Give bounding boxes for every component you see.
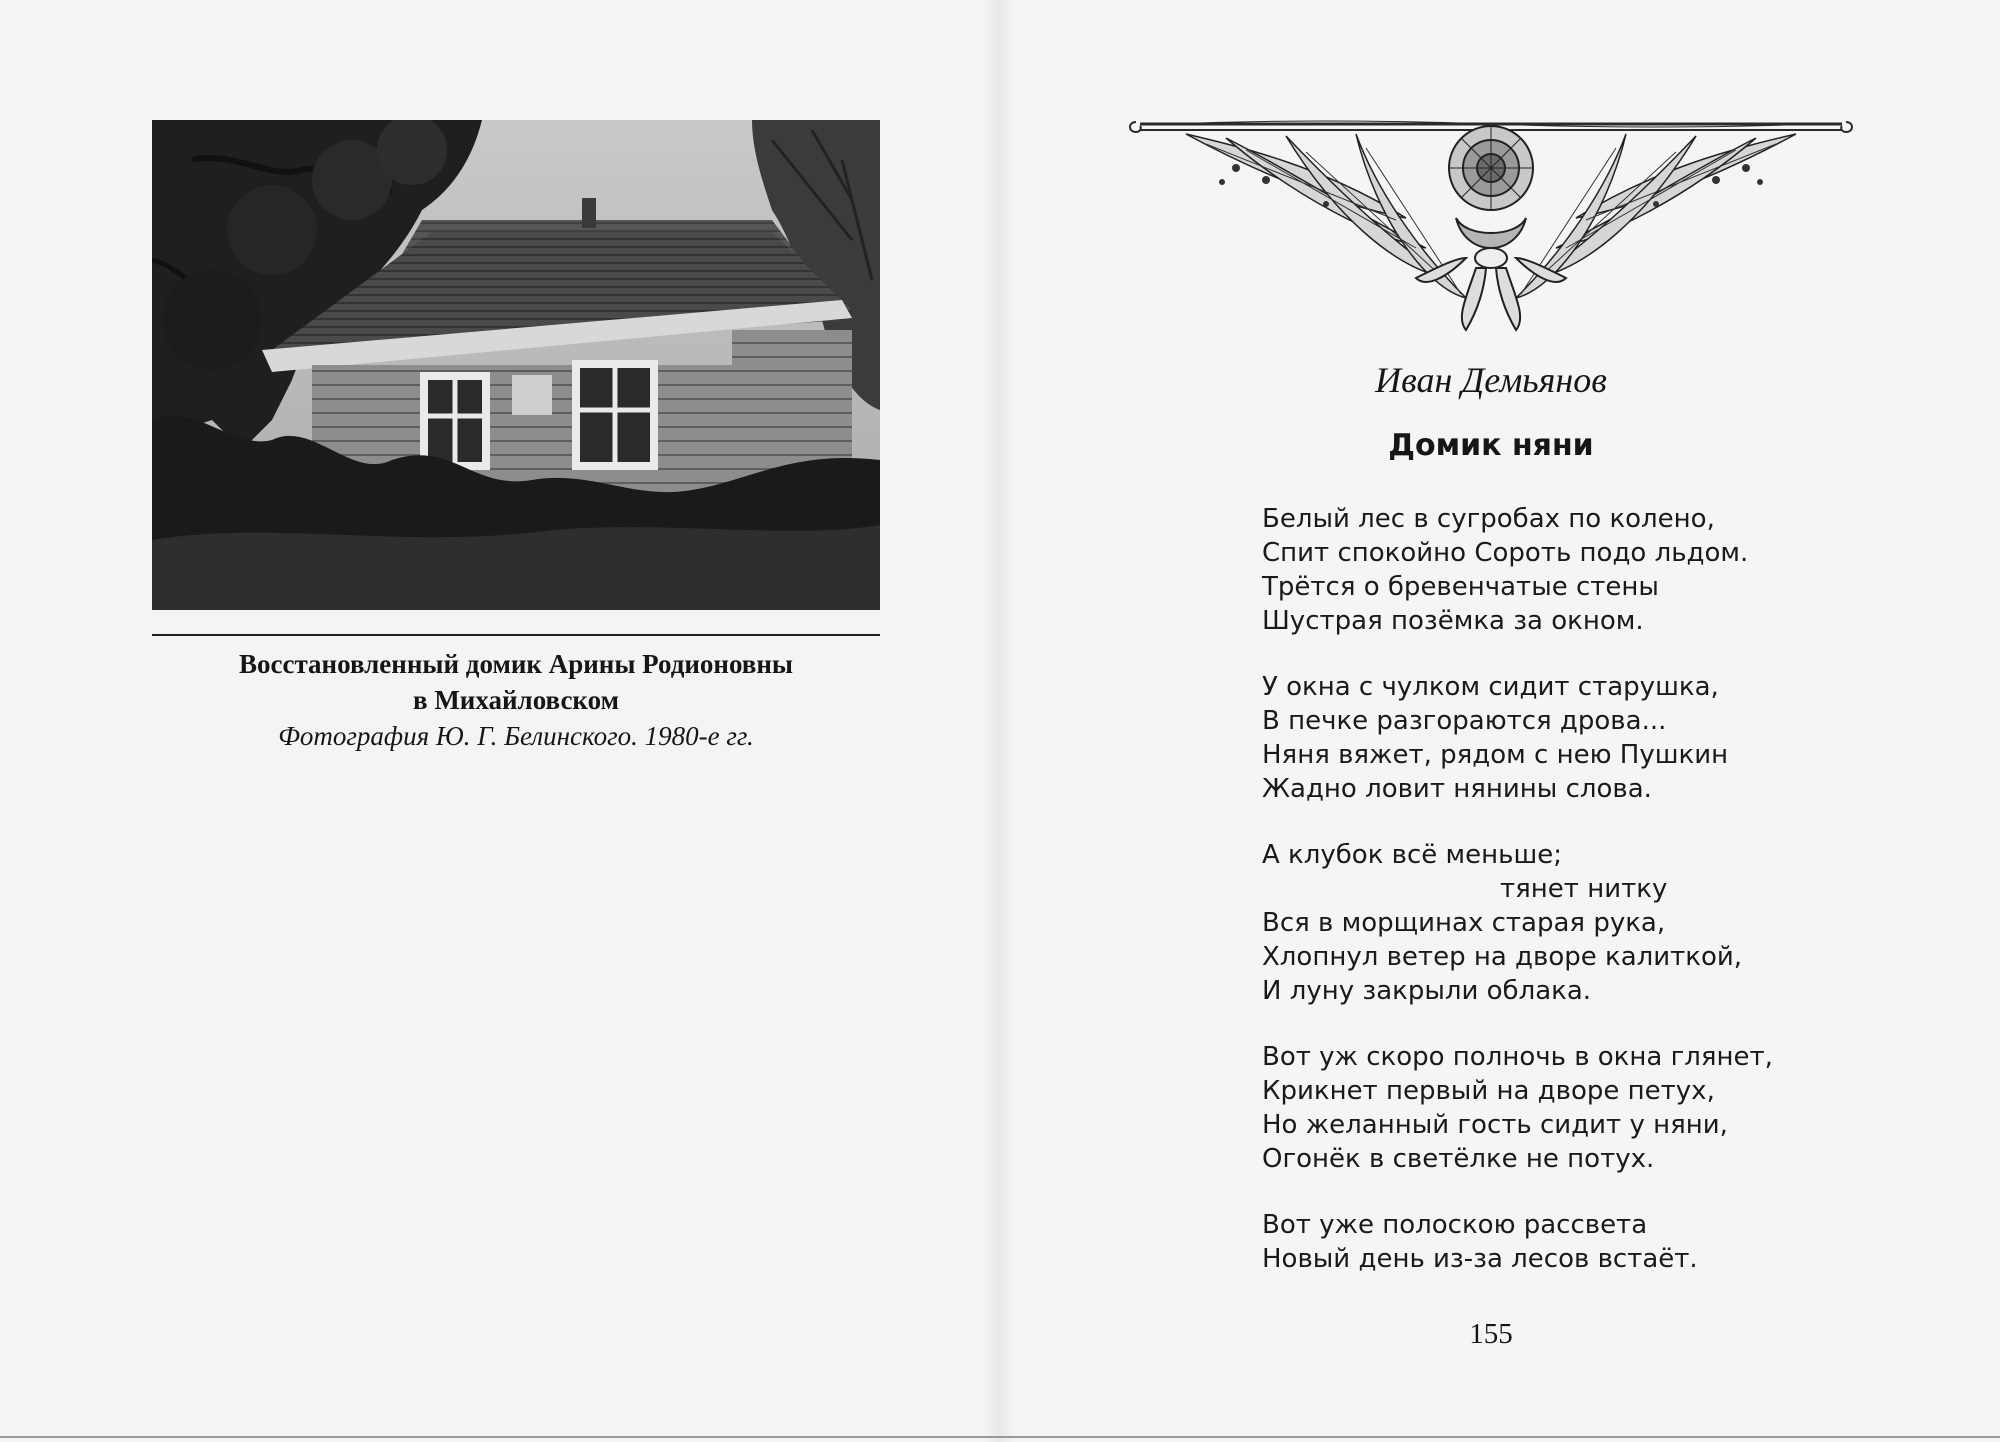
caption-title-line2: в Михайловском	[412, 685, 620, 715]
poem-title: Домик няни	[1388, 428, 1594, 463]
poem-body	[1262, 502, 1822, 1308]
caption-title-line1: Восстановленный домик Арины Родионовны	[238, 649, 794, 679]
poem-line: В печке разгораются дрова...	[1262, 706, 1667, 736]
poem-line: Трётся о бревенчатые стены	[1262, 572, 1659, 602]
poem-line: Новый день из-за лесов встаёт.	[1262, 1244, 1698, 1274]
book-gutter	[985, 0, 1015, 1442]
page-bottom-edge	[0, 1436, 2000, 1438]
poem-line: Шустрая позёмка за окном.	[1262, 606, 1644, 636]
poem-line: Спит спокойно Сороть подо льдом.	[1262, 538, 1749, 568]
poem-stanza	[1262, 838, 1822, 1008]
poem-line: Но желанный гость сидит у няни,	[1262, 1110, 1728, 1140]
poem-line: Огонёк в светёлке не потух.	[1262, 1144, 1655, 1174]
poem-line: А клубок всё меньше;	[1262, 840, 1563, 870]
caption-rule	[152, 634, 880, 636]
poem-stanza	[1262, 1208, 1822, 1276]
poem-line: Жадно ловит нянины слова.	[1262, 774, 1652, 804]
poem-line: Крикнет первый на дворе петух,	[1262, 1076, 1715, 1106]
poem-line: Хлопнул ветер на дворе калиткой,	[1262, 942, 1743, 972]
page-number: 155	[1469, 1318, 1513, 1350]
poem-line: Белый лес в сугробах по колено,	[1262, 504, 1715, 534]
poem-line: Няня вяжет, рядом с нею Пушкин	[1262, 740, 1729, 770]
poem-author: Иван Демьянов	[1375, 360, 1607, 400]
poem-line: У окна с чулком сидит старушка,	[1262, 672, 1719, 702]
poem-line: Вся в морщинах старая рука,	[1262, 908, 1666, 938]
poem-stanza	[1262, 1040, 1822, 1176]
poem-line: тянет нитку	[1500, 874, 1668, 904]
photo-caption	[152, 646, 880, 754]
poem-line: Вот уже полоскою рассвета	[1262, 1210, 1648, 1240]
poem-stanza	[1262, 670, 1822, 806]
poem-stanza	[1262, 502, 1822, 638]
poem-line: Вот уж скоро полночь в окна глянет,	[1262, 1042, 1773, 1072]
house-photo	[152, 120, 880, 610]
caption-credit: Фотография Ю. Г. Белинского. 1980-е гг.	[278, 721, 754, 751]
floral-ornament-icon	[1126, 108, 1856, 342]
poem-line: И луну закрыли облака.	[1262, 976, 1592, 1006]
